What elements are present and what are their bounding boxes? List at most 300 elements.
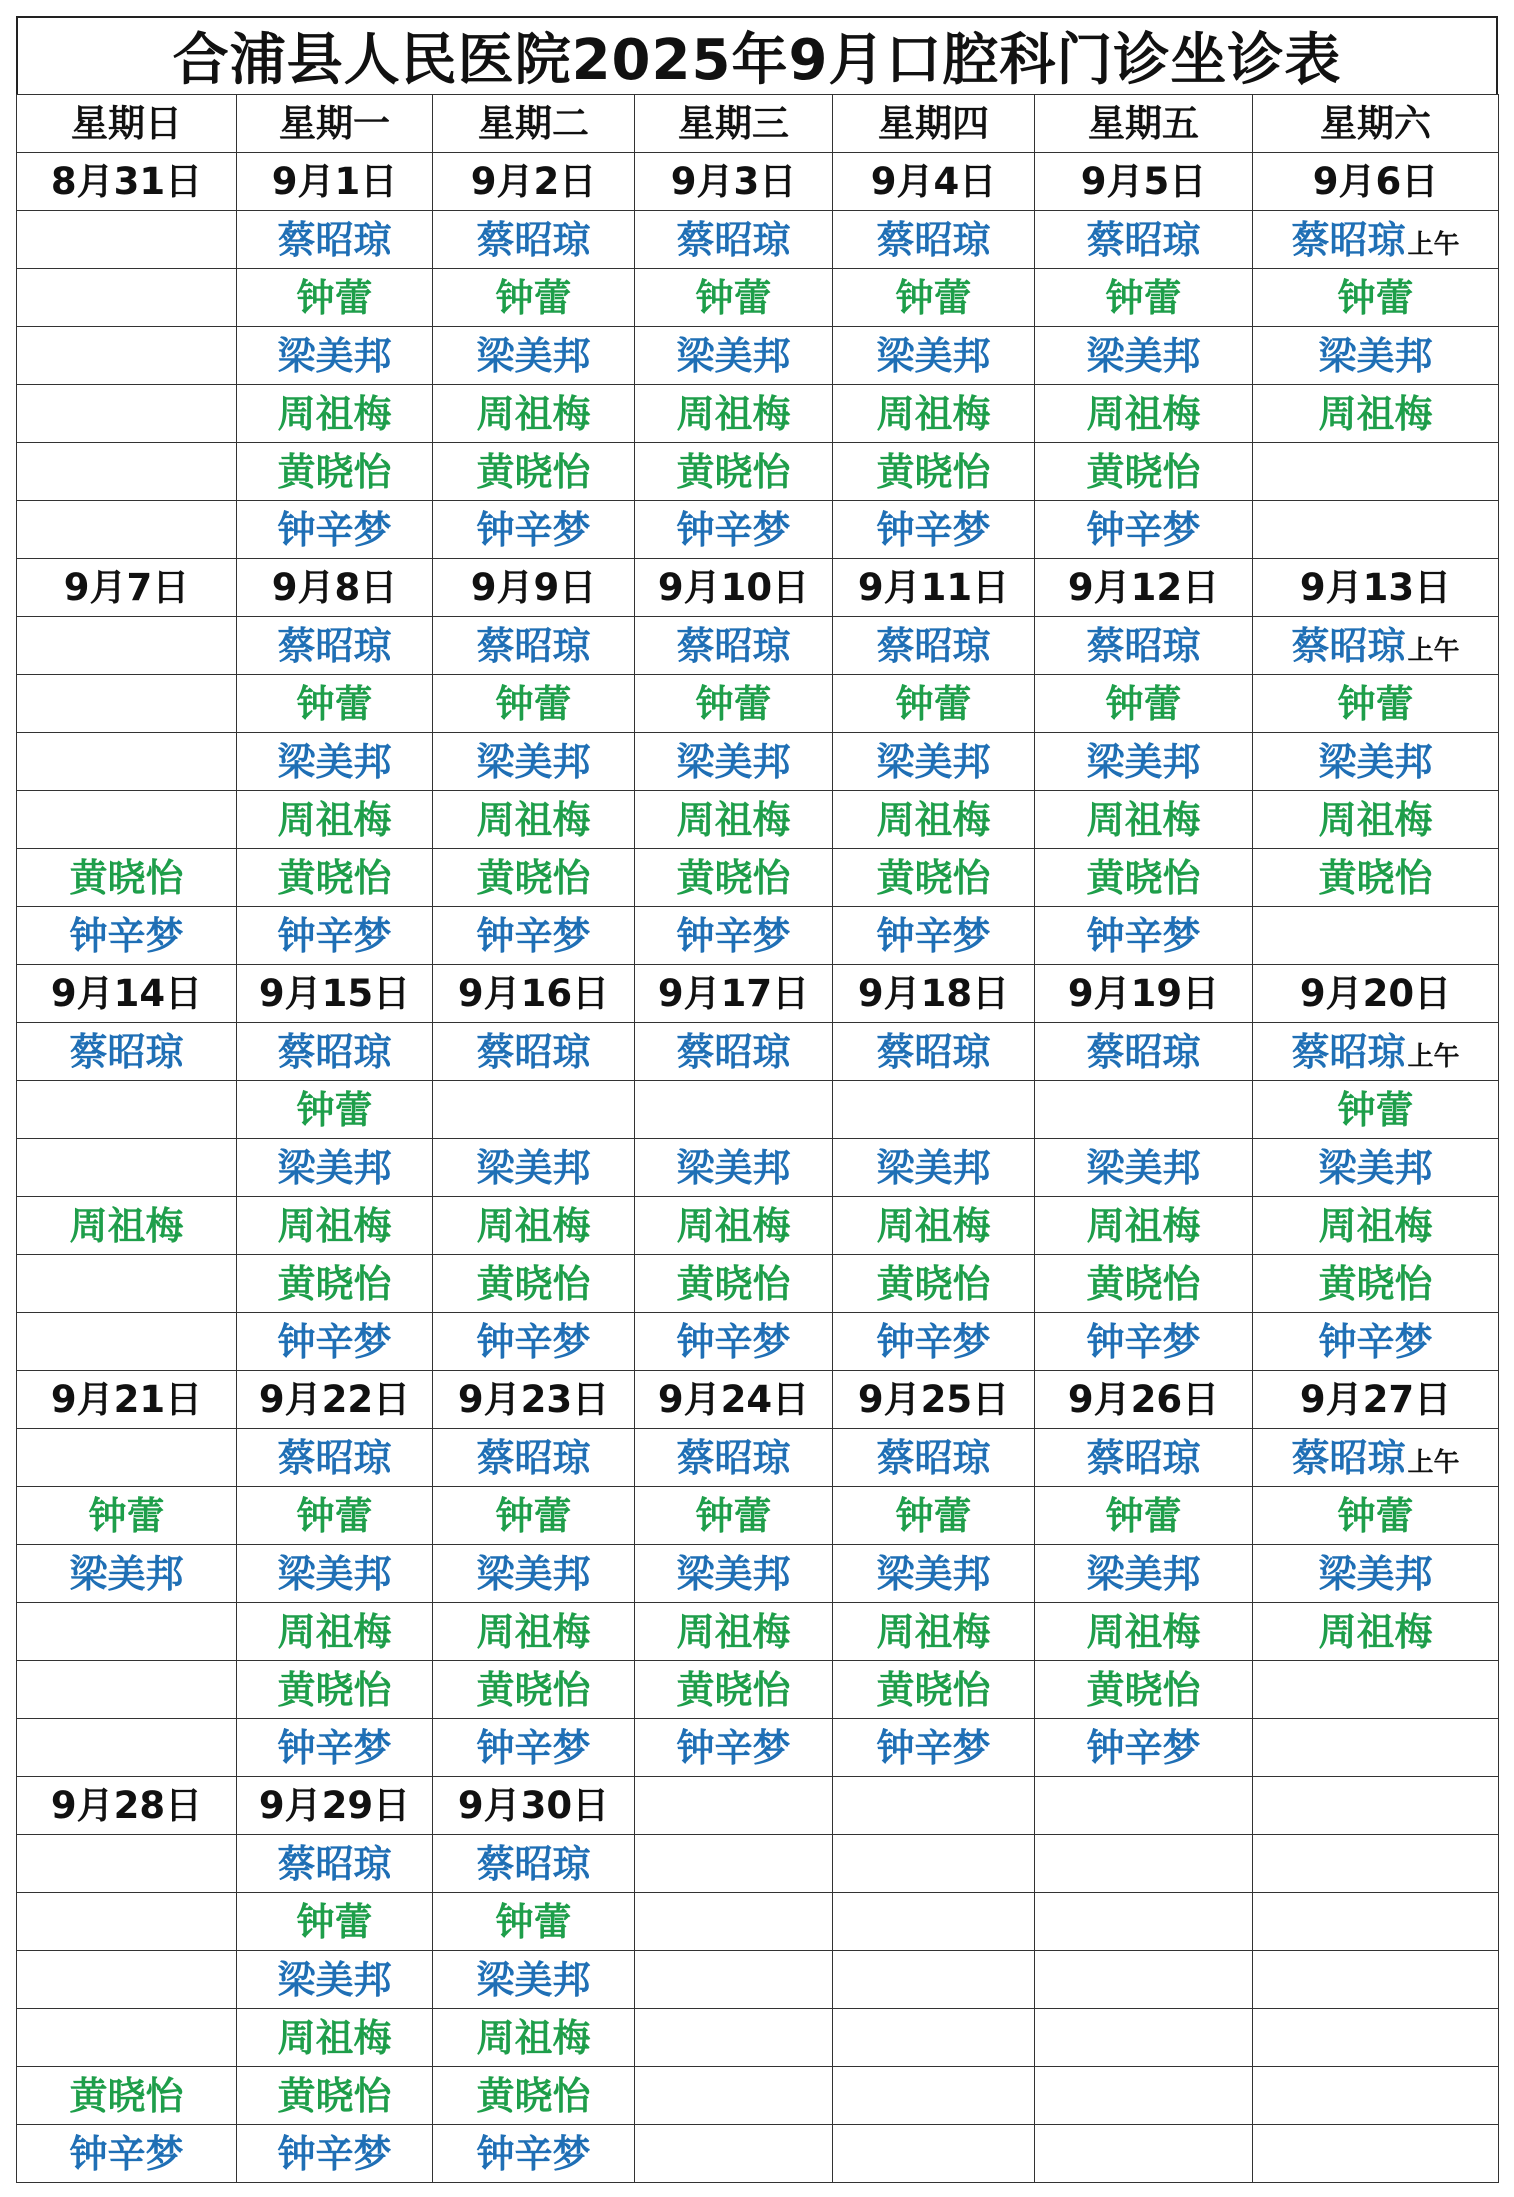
doctor-cell bbox=[635, 675, 833, 733]
doctor-name: 钟辛梦 bbox=[676, 1319, 791, 1364]
doctor-name: 蔡昭琼 bbox=[277, 1029, 392, 1074]
doctor-name: 周祖梅 bbox=[1086, 1203, 1201, 1248]
doctor-cell bbox=[237, 1139, 433, 1197]
doctor-cell bbox=[17, 1719, 237, 1777]
doctor-row bbox=[17, 501, 1499, 559]
date-cell bbox=[1035, 1777, 1253, 1835]
doctor-cell bbox=[17, 2125, 237, 2183]
date-cell: 9月23日 bbox=[433, 1371, 635, 1429]
doctor-name: 钟蕾 bbox=[1105, 681, 1182, 726]
doctor-name: 黄晓怡 bbox=[876, 855, 991, 900]
doctor-name: 钟辛梦 bbox=[476, 507, 591, 552]
doctor-cell bbox=[1035, 385, 1253, 443]
doctor-name: 蔡昭琼 bbox=[1291, 1435, 1406, 1480]
schedule-table bbox=[16, 94, 1499, 2183]
doctor-cell bbox=[237, 1487, 433, 1545]
doctor-cell bbox=[1253, 849, 1499, 907]
doctor-row bbox=[17, 1719, 1499, 1777]
doctor-cell bbox=[433, 327, 635, 385]
doctor-name: 蔡昭琼 bbox=[1086, 623, 1201, 668]
date-cell: 9月9日 bbox=[433, 559, 635, 617]
doctor-cell bbox=[1035, 1603, 1253, 1661]
doctor-name: 钟蕾 bbox=[1105, 1493, 1182, 1538]
doctor-name: 黄晓怡 bbox=[69, 855, 184, 900]
doctor-cell bbox=[1035, 791, 1253, 849]
doctor-cell bbox=[1035, 1197, 1253, 1255]
doctor-cell bbox=[1253, 1023, 1499, 1081]
doctor-name: 周祖梅 bbox=[676, 797, 791, 842]
doctor-name: 钟辛梦 bbox=[277, 507, 392, 552]
doctor-cell bbox=[635, 443, 833, 501]
doctor-cell bbox=[433, 1255, 635, 1313]
date-cell: 9月27日 bbox=[1253, 1371, 1499, 1429]
doctor-name: 蔡昭琼 bbox=[277, 1841, 392, 1886]
date-cell bbox=[833, 1777, 1035, 1835]
doctor-cell bbox=[17, 1603, 237, 1661]
date-cell: 9月19日 bbox=[1035, 965, 1253, 1023]
doctor-cell bbox=[1253, 269, 1499, 327]
doctor-name: 梁美邦 bbox=[277, 1957, 392, 2002]
weekday-header: 星期五 bbox=[1035, 95, 1253, 153]
doctor-name: 周祖梅 bbox=[476, 2015, 591, 2060]
doctor-cell bbox=[17, 1429, 237, 1487]
doctor-name: 黄晓怡 bbox=[876, 1667, 991, 1712]
doctor-cell bbox=[17, 443, 237, 501]
doctor-cell bbox=[635, 1835, 833, 1893]
doctor-cell bbox=[433, 443, 635, 501]
doctor-cell bbox=[635, 1661, 833, 1719]
date-cell: 9月13日 bbox=[1253, 559, 1499, 617]
doctor-cell bbox=[833, 1081, 1035, 1139]
doctor-name: 周祖梅 bbox=[1318, 391, 1433, 436]
doctor-cell bbox=[237, 1429, 433, 1487]
doctor-cell bbox=[237, 1661, 433, 1719]
doctor-cell bbox=[17, 1081, 237, 1139]
doctor-cell bbox=[1035, 1487, 1253, 1545]
date-cell: 9月3日 bbox=[635, 153, 833, 211]
date-cell: 9月28日 bbox=[17, 1777, 237, 1835]
doctor-cell bbox=[1035, 2067, 1253, 2125]
doctor-name: 梁美邦 bbox=[1318, 1551, 1433, 1596]
doctor-cell bbox=[237, 1023, 433, 1081]
doctor-name: 蔡昭琼 bbox=[676, 1029, 791, 1074]
doctor-name: 钟蕾 bbox=[1337, 681, 1414, 726]
doctor-name: 梁美邦 bbox=[876, 333, 991, 378]
doctor-cell bbox=[433, 1081, 635, 1139]
doctor-name: 黄晓怡 bbox=[476, 1261, 591, 1306]
doctor-name: 黄晓怡 bbox=[476, 1667, 591, 1712]
doctor-cell bbox=[433, 2125, 635, 2183]
doctor-name: 钟蕾 bbox=[88, 1493, 165, 1538]
doctor-name: 梁美邦 bbox=[277, 739, 392, 784]
doctor-name: 钟辛梦 bbox=[876, 1725, 991, 1770]
doctor-cell bbox=[1035, 1429, 1253, 1487]
doctor-name: 黄晓怡 bbox=[676, 449, 791, 494]
doctor-cell bbox=[237, 501, 433, 559]
doctor-cell bbox=[433, 1197, 635, 1255]
doctor-row bbox=[17, 733, 1499, 791]
doctor-name: 黄晓怡 bbox=[277, 2073, 392, 2118]
doctor-cell bbox=[1035, 1719, 1253, 1777]
doctor-row bbox=[17, 1197, 1499, 1255]
weekday-header: 星期四 bbox=[833, 95, 1035, 153]
date-cell: 9月11日 bbox=[833, 559, 1035, 617]
doctor-cell bbox=[833, 385, 1035, 443]
doctor-cell bbox=[1253, 2009, 1499, 2067]
doctor-cell bbox=[833, 211, 1035, 269]
doctor-name: 梁美邦 bbox=[476, 739, 591, 784]
doctor-cell bbox=[237, 1313, 433, 1371]
doctor-name: 梁美邦 bbox=[676, 1145, 791, 1190]
doctor-cell bbox=[833, 617, 1035, 675]
doctor-cell bbox=[635, 1139, 833, 1197]
doctor-cell bbox=[433, 791, 635, 849]
doctor-name: 周祖梅 bbox=[676, 1609, 791, 1654]
doctor-name: 蔡昭琼 bbox=[476, 1841, 591, 1886]
doctor-cell bbox=[1253, 1255, 1499, 1313]
doctor-cell bbox=[237, 1835, 433, 1893]
doctor-row bbox=[17, 1835, 1499, 1893]
doctor-name: 钟蕾 bbox=[695, 1493, 772, 1538]
doctor-name: 蔡昭琼 bbox=[476, 623, 591, 668]
weekday-header: 星期六 bbox=[1253, 95, 1499, 153]
doctor-cell bbox=[17, 1313, 237, 1371]
doctor-cell bbox=[433, 907, 635, 965]
doctor-cell bbox=[237, 211, 433, 269]
doctor-name: 钟蕾 bbox=[296, 1899, 373, 1944]
doctor-cell bbox=[1253, 1313, 1499, 1371]
doctor-cell bbox=[1253, 1081, 1499, 1139]
doctor-cell bbox=[433, 1545, 635, 1603]
date-cell: 9月10日 bbox=[635, 559, 833, 617]
doctor-cell bbox=[833, 1429, 1035, 1487]
doctor-cell bbox=[17, 385, 237, 443]
doctor-cell bbox=[433, 2009, 635, 2067]
doctor-name: 黄晓怡 bbox=[1086, 1667, 1201, 1712]
doctor-name: 钟辛梦 bbox=[1086, 1725, 1201, 1770]
doctor-name: 黄晓怡 bbox=[1086, 1261, 1201, 1306]
doctor-cell bbox=[237, 1545, 433, 1603]
doctor-cell bbox=[17, 617, 237, 675]
doctor-name: 蔡昭琼 bbox=[476, 1029, 591, 1074]
doctor-cell bbox=[1035, 327, 1253, 385]
date-cell: 9月12日 bbox=[1035, 559, 1253, 617]
doctor-cell bbox=[635, 385, 833, 443]
doctor-name: 梁美邦 bbox=[676, 1551, 791, 1596]
doctor-cell bbox=[635, 211, 833, 269]
doctor-name: 梁美邦 bbox=[1086, 1145, 1201, 1190]
doctor-name: 周祖梅 bbox=[1086, 797, 1201, 842]
doctor-name: 钟辛梦 bbox=[277, 2131, 392, 2176]
doctor-cell bbox=[237, 791, 433, 849]
doctor-name: 钟辛梦 bbox=[476, 913, 591, 958]
doctor-name: 钟蕾 bbox=[695, 275, 772, 320]
doctor-name: 梁美邦 bbox=[277, 333, 392, 378]
doctor-name: 钟蕾 bbox=[296, 1087, 373, 1132]
session-note: 上午 bbox=[1407, 635, 1460, 666]
doctor-cell bbox=[833, 1023, 1035, 1081]
session-note: 上午 bbox=[1407, 229, 1460, 260]
weekday-header: 星期三 bbox=[635, 95, 833, 153]
doctor-cell bbox=[1253, 1719, 1499, 1777]
doctor-name: 周祖梅 bbox=[277, 1609, 392, 1654]
doctor-cell bbox=[237, 849, 433, 907]
date-cell: 9月14日 bbox=[17, 965, 237, 1023]
doctor-cell bbox=[237, 1197, 433, 1255]
doctor-cell bbox=[17, 1545, 237, 1603]
doctor-name: 黄晓怡 bbox=[476, 855, 591, 900]
doctor-name: 蔡昭琼 bbox=[1086, 1029, 1201, 1074]
doctor-name: 钟辛梦 bbox=[1086, 1319, 1201, 1364]
doctor-cell bbox=[635, 1197, 833, 1255]
doctor-name: 蔡昭琼 bbox=[876, 1435, 991, 1480]
date-row bbox=[17, 965, 1499, 1023]
doctor-name: 黄晓怡 bbox=[476, 449, 591, 494]
doctor-name: 蔡昭琼 bbox=[1291, 217, 1406, 262]
doctor-name: 周祖梅 bbox=[277, 391, 392, 436]
doctor-cell bbox=[1253, 1139, 1499, 1197]
doctor-cell bbox=[833, 1719, 1035, 1777]
doctor-row bbox=[17, 617, 1499, 675]
date-cell: 9月7日 bbox=[17, 559, 237, 617]
date-row bbox=[17, 153, 1499, 211]
doctor-cell bbox=[1253, 501, 1499, 559]
doctor-cell bbox=[833, 1951, 1035, 2009]
doctor-cell bbox=[833, 1139, 1035, 1197]
doctor-cell bbox=[1035, 1023, 1253, 1081]
doctor-name: 梁美邦 bbox=[476, 1551, 591, 1596]
doctor-name: 周祖梅 bbox=[277, 797, 392, 842]
doctor-cell bbox=[635, 791, 833, 849]
doctor-cell bbox=[635, 617, 833, 675]
doctor-cell bbox=[237, 327, 433, 385]
doctor-name: 黄晓怡 bbox=[277, 449, 392, 494]
doctor-cell bbox=[237, 1719, 433, 1777]
date-cell: 9月22日 bbox=[237, 1371, 433, 1429]
doctor-cell bbox=[1253, 1603, 1499, 1661]
doctor-cell bbox=[1253, 1197, 1499, 1255]
doctor-name: 梁美邦 bbox=[876, 1551, 991, 1596]
doctor-cell bbox=[1035, 443, 1253, 501]
doctor-cell bbox=[237, 2067, 433, 2125]
doctor-cell bbox=[1035, 1835, 1253, 1893]
doctor-cell bbox=[433, 2067, 635, 2125]
doctor-name: 钟辛梦 bbox=[277, 913, 392, 958]
date-cell: 9月25日 bbox=[833, 1371, 1035, 1429]
doctor-cell bbox=[1253, 791, 1499, 849]
doctor-name: 周祖梅 bbox=[1318, 797, 1433, 842]
doctor-cell bbox=[1253, 1487, 1499, 1545]
doctor-name: 梁美邦 bbox=[69, 1551, 184, 1596]
doctor-cell bbox=[17, 269, 237, 327]
doctor-cell bbox=[237, 443, 433, 501]
doctor-cell bbox=[433, 1313, 635, 1371]
doctor-cell bbox=[1035, 1661, 1253, 1719]
doctor-cell bbox=[17, 1951, 237, 2009]
doctor-cell bbox=[833, 501, 1035, 559]
doctor-name: 周祖梅 bbox=[69, 1203, 184, 1248]
date-cell: 9月1日 bbox=[237, 153, 433, 211]
doctor-name: 钟蕾 bbox=[495, 275, 572, 320]
doctor-name: 黄晓怡 bbox=[476, 2073, 591, 2118]
doctor-cell bbox=[17, 1893, 237, 1951]
doctor-row bbox=[17, 1313, 1499, 1371]
doctor-cell bbox=[17, 1661, 237, 1719]
doctor-cell bbox=[1253, 1893, 1499, 1951]
doctor-name: 蔡昭琼 bbox=[476, 217, 591, 262]
weekday-header: 星期二 bbox=[433, 95, 635, 153]
doctor-name: 周祖梅 bbox=[476, 391, 591, 436]
doctor-row bbox=[17, 1603, 1499, 1661]
date-cell bbox=[1253, 1777, 1499, 1835]
doctor-cell bbox=[635, 2009, 833, 2067]
doctor-cell bbox=[433, 1487, 635, 1545]
doctor-name: 钟辛梦 bbox=[676, 913, 791, 958]
doctor-cell bbox=[1253, 211, 1499, 269]
doctor-cell bbox=[833, 1603, 1035, 1661]
doctor-cell bbox=[237, 1255, 433, 1313]
doctor-cell bbox=[1253, 675, 1499, 733]
page-title: 合浦县人民医院2025年9月口腔科门诊坐诊表 bbox=[16, 16, 1498, 94]
doctor-row bbox=[17, 1545, 1499, 1603]
doctor-name: 周祖梅 bbox=[876, 1609, 991, 1654]
doctor-row bbox=[17, 1255, 1499, 1313]
doctor-cell bbox=[17, 733, 237, 791]
doctor-name: 蔡昭琼 bbox=[1086, 1435, 1201, 1480]
doctor-cell bbox=[237, 617, 433, 675]
doctor-cell bbox=[1253, 2125, 1499, 2183]
doctor-cell bbox=[433, 501, 635, 559]
weekday-header: 星期日 bbox=[17, 95, 237, 153]
doctor-cell bbox=[433, 1023, 635, 1081]
doctor-cell bbox=[237, 1951, 433, 2009]
doctor-name: 钟辛梦 bbox=[277, 1319, 392, 1364]
doctor-cell bbox=[1253, 327, 1499, 385]
doctor-cell bbox=[237, 2009, 433, 2067]
doctor-cell bbox=[833, 327, 1035, 385]
doctor-cell bbox=[17, 327, 237, 385]
doctor-cell bbox=[17, 1197, 237, 1255]
doctor-name: 钟蕾 bbox=[1337, 1087, 1414, 1132]
doctor-cell bbox=[833, 733, 1035, 791]
date-cell: 9月18日 bbox=[833, 965, 1035, 1023]
date-cell: 9月2日 bbox=[433, 153, 635, 211]
doctor-row bbox=[17, 1951, 1499, 2009]
doctor-cell bbox=[17, 1023, 237, 1081]
doctor-name: 蔡昭琼 bbox=[1291, 1029, 1406, 1074]
doctor-cell bbox=[833, 269, 1035, 327]
doctor-name: 梁美邦 bbox=[476, 1145, 591, 1190]
doctor-row bbox=[17, 443, 1499, 501]
doctor-cell bbox=[17, 1139, 237, 1197]
doctor-cell bbox=[1035, 1139, 1253, 1197]
doctor-cell bbox=[833, 1661, 1035, 1719]
doctor-cell bbox=[635, 849, 833, 907]
doctor-name: 周祖梅 bbox=[876, 797, 991, 842]
doctor-cell bbox=[17, 791, 237, 849]
doctor-cell bbox=[237, 1603, 433, 1661]
doctor-name: 钟蕾 bbox=[495, 681, 572, 726]
doctor-cell bbox=[433, 1835, 635, 1893]
doctor-name: 钟蕾 bbox=[1337, 275, 1414, 320]
doctor-name: 黄晓怡 bbox=[676, 855, 791, 900]
doctor-cell bbox=[1035, 1255, 1253, 1313]
doctor-cell bbox=[833, 675, 1035, 733]
doctor-cell bbox=[635, 907, 833, 965]
doctor-cell bbox=[635, 1487, 833, 1545]
doctor-name: 钟辛梦 bbox=[676, 507, 791, 552]
doctor-name: 蔡昭琼 bbox=[876, 1029, 991, 1074]
doctor-cell bbox=[635, 1023, 833, 1081]
doctor-cell bbox=[237, 907, 433, 965]
doctor-name: 周祖梅 bbox=[1086, 391, 1201, 436]
doctor-name: 周祖梅 bbox=[676, 1203, 791, 1248]
doctor-cell bbox=[1035, 211, 1253, 269]
doctor-cell bbox=[433, 1661, 635, 1719]
doctor-row bbox=[17, 1893, 1499, 1951]
date-row bbox=[17, 559, 1499, 617]
doctor-name: 周祖梅 bbox=[1318, 1203, 1433, 1248]
doctor-name: 钟蕾 bbox=[296, 1493, 373, 1538]
doctor-name: 蔡昭琼 bbox=[1086, 217, 1201, 262]
doctor-name: 蔡昭琼 bbox=[676, 217, 791, 262]
doctor-cell bbox=[1253, 385, 1499, 443]
doctor-cell bbox=[237, 2125, 433, 2183]
doctor-name: 蔡昭琼 bbox=[277, 623, 392, 668]
doctor-name: 蔡昭琼 bbox=[69, 1029, 184, 1074]
doctor-name: 黄晓怡 bbox=[1318, 855, 1433, 900]
doctor-name: 梁美邦 bbox=[1318, 1145, 1433, 1190]
session-note: 上午 bbox=[1407, 1041, 1460, 1072]
doctor-name: 钟蕾 bbox=[1337, 1493, 1414, 1538]
doctor-row bbox=[17, 211, 1499, 269]
date-cell: 9月17日 bbox=[635, 965, 833, 1023]
doctor-cell bbox=[1035, 907, 1253, 965]
doctor-name: 钟蕾 bbox=[895, 681, 972, 726]
doctor-name: 钟蕾 bbox=[895, 275, 972, 320]
doctor-name: 周祖梅 bbox=[676, 391, 791, 436]
doctor-name: 钟辛梦 bbox=[876, 913, 991, 958]
doctor-row bbox=[17, 1139, 1499, 1197]
doctor-cell bbox=[1253, 1429, 1499, 1487]
doctor-cell bbox=[635, 1603, 833, 1661]
doctor-cell bbox=[833, 2009, 1035, 2067]
doctor-row bbox=[17, 849, 1499, 907]
doctor-cell bbox=[635, 1545, 833, 1603]
doctor-row bbox=[17, 1661, 1499, 1719]
doctor-name: 梁美邦 bbox=[1318, 739, 1433, 784]
doctor-cell bbox=[433, 1429, 635, 1487]
doctor-name: 钟辛梦 bbox=[876, 507, 991, 552]
doctor-name: 梁美邦 bbox=[476, 1957, 591, 2002]
doctor-name: 黄晓怡 bbox=[277, 855, 392, 900]
doctor-cell bbox=[635, 1951, 833, 2009]
date-cell: 9月15日 bbox=[237, 965, 433, 1023]
doctor-cell bbox=[1035, 1545, 1253, 1603]
doctor-cell bbox=[1035, 1951, 1253, 2009]
doctor-cell bbox=[433, 849, 635, 907]
doctor-cell bbox=[635, 1081, 833, 1139]
doctor-cell bbox=[1253, 907, 1499, 965]
doctor-name: 蔡昭琼 bbox=[876, 217, 991, 262]
doctor-cell bbox=[635, 1313, 833, 1371]
doctor-cell bbox=[17, 675, 237, 733]
doctor-name: 黄晓怡 bbox=[876, 1261, 991, 1306]
doctor-cell bbox=[237, 733, 433, 791]
doctor-cell bbox=[833, 1255, 1035, 1313]
doctor-cell bbox=[1253, 1661, 1499, 1719]
doctor-name: 钟蕾 bbox=[1105, 275, 1182, 320]
